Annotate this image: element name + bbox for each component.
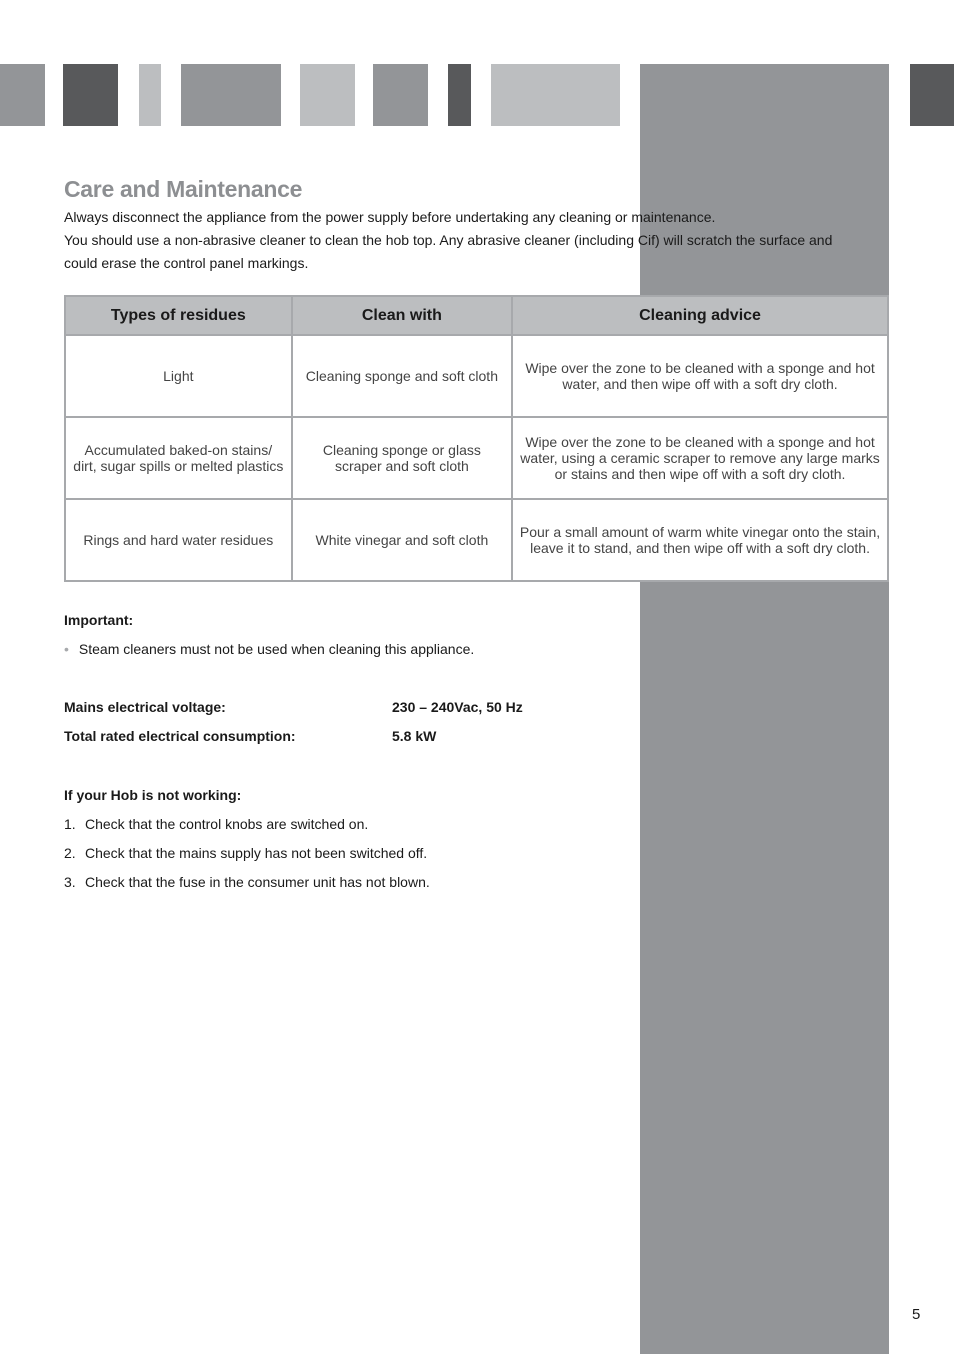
residue-cell: Light [65,335,292,417]
table-row [65,335,888,417]
header-cleaning-advice: Cleaning advice [512,296,888,335]
intro-line-2: You should use a non-abrasive cleaner to clean the hob top. Any abrasive cleaner (including Cif) will scratch the surface and could erase the control panel markings. [64,232,833,271]
table-row [65,417,888,499]
header-block-2 [63,64,118,126]
spec-value: 230 – 240Vac, 50 Hz [392,699,523,715]
list-item [64,816,368,832]
spec-consumption [64,728,437,744]
bullet-text: Steam cleaners must not be used when cleaning this appliance. [78,641,475,657]
header-clean-with: Clean with [292,296,512,335]
list-item [64,845,427,861]
header-block-3 [139,64,161,126]
advice-cell: Wipe over the zone to be cleaned with a sponge and hot water, using a ceramic scraper to remove any large marks or stains and then wipe off with a soft dry cloth. [512,417,888,499]
step-number: 2. [64,845,76,861]
advice-cell: Pour a small amount of warm white vinegar onto the stain, leave it to stand, and then wipe off with a soft dry cloth. [512,499,888,581]
advice-cell: Wipe over the zone to be cleaned with a sponge and hot water, and then wipe off with a soft dry cloth. [512,335,888,417]
residue-cell: Rings and hard water residues [65,499,292,581]
bullet-dot-icon: • [64,641,69,657]
step-text: Check that the mains supply has not been switched off. [85,845,428,861]
cleaning-table [64,295,889,582]
header-block-1 [0,64,45,126]
not-working-label: If your Hob is not working: [64,787,242,803]
clean-with-cell: Cleaning sponge or glass scraper and soft cloth [292,417,512,499]
residue-cell: Accumulated baked-on stains/ dirt, sugar spills or melted plastics [65,417,292,499]
spec-value: 5.8 kW [392,728,437,744]
header-block-4 [181,64,281,126]
intro-line-1: Always disconnect the appliance from the power supply before undertaking any cleaning or maintenance. [64,209,716,225]
step-text: Check that the fuse in the consumer unit has not blown. [85,874,430,890]
intro-text [64,206,834,275]
step-number: 3. [64,874,76,890]
important-bullet [64,641,474,657]
header-types-of-residues: Types of residues [65,296,292,335]
header-block-9 [910,64,954,126]
header-block-8 [491,64,620,126]
clean-with-cell: Cleaning sponge and soft cloth [292,335,512,417]
step-text: Check that the control knobs are switched on. [85,816,369,832]
page-title: Care and Maintenance [64,176,303,202]
important-label: Important: [64,612,134,628]
step-number: 1. [64,816,76,832]
table-row [65,499,888,581]
spec-voltage [64,699,523,715]
header-block-6 [373,64,428,126]
list-item [64,874,430,890]
spec-label: Mains electrical voltage: [64,699,226,715]
table-header-row [65,296,888,335]
clean-with-cell: White vinegar and soft cloth [292,499,512,581]
header-block-7 [448,64,471,126]
header-block-5 [300,64,355,126]
spec-label: Total rated electrical consumption: [64,728,296,744]
page-number: 5 [912,1306,921,1323]
